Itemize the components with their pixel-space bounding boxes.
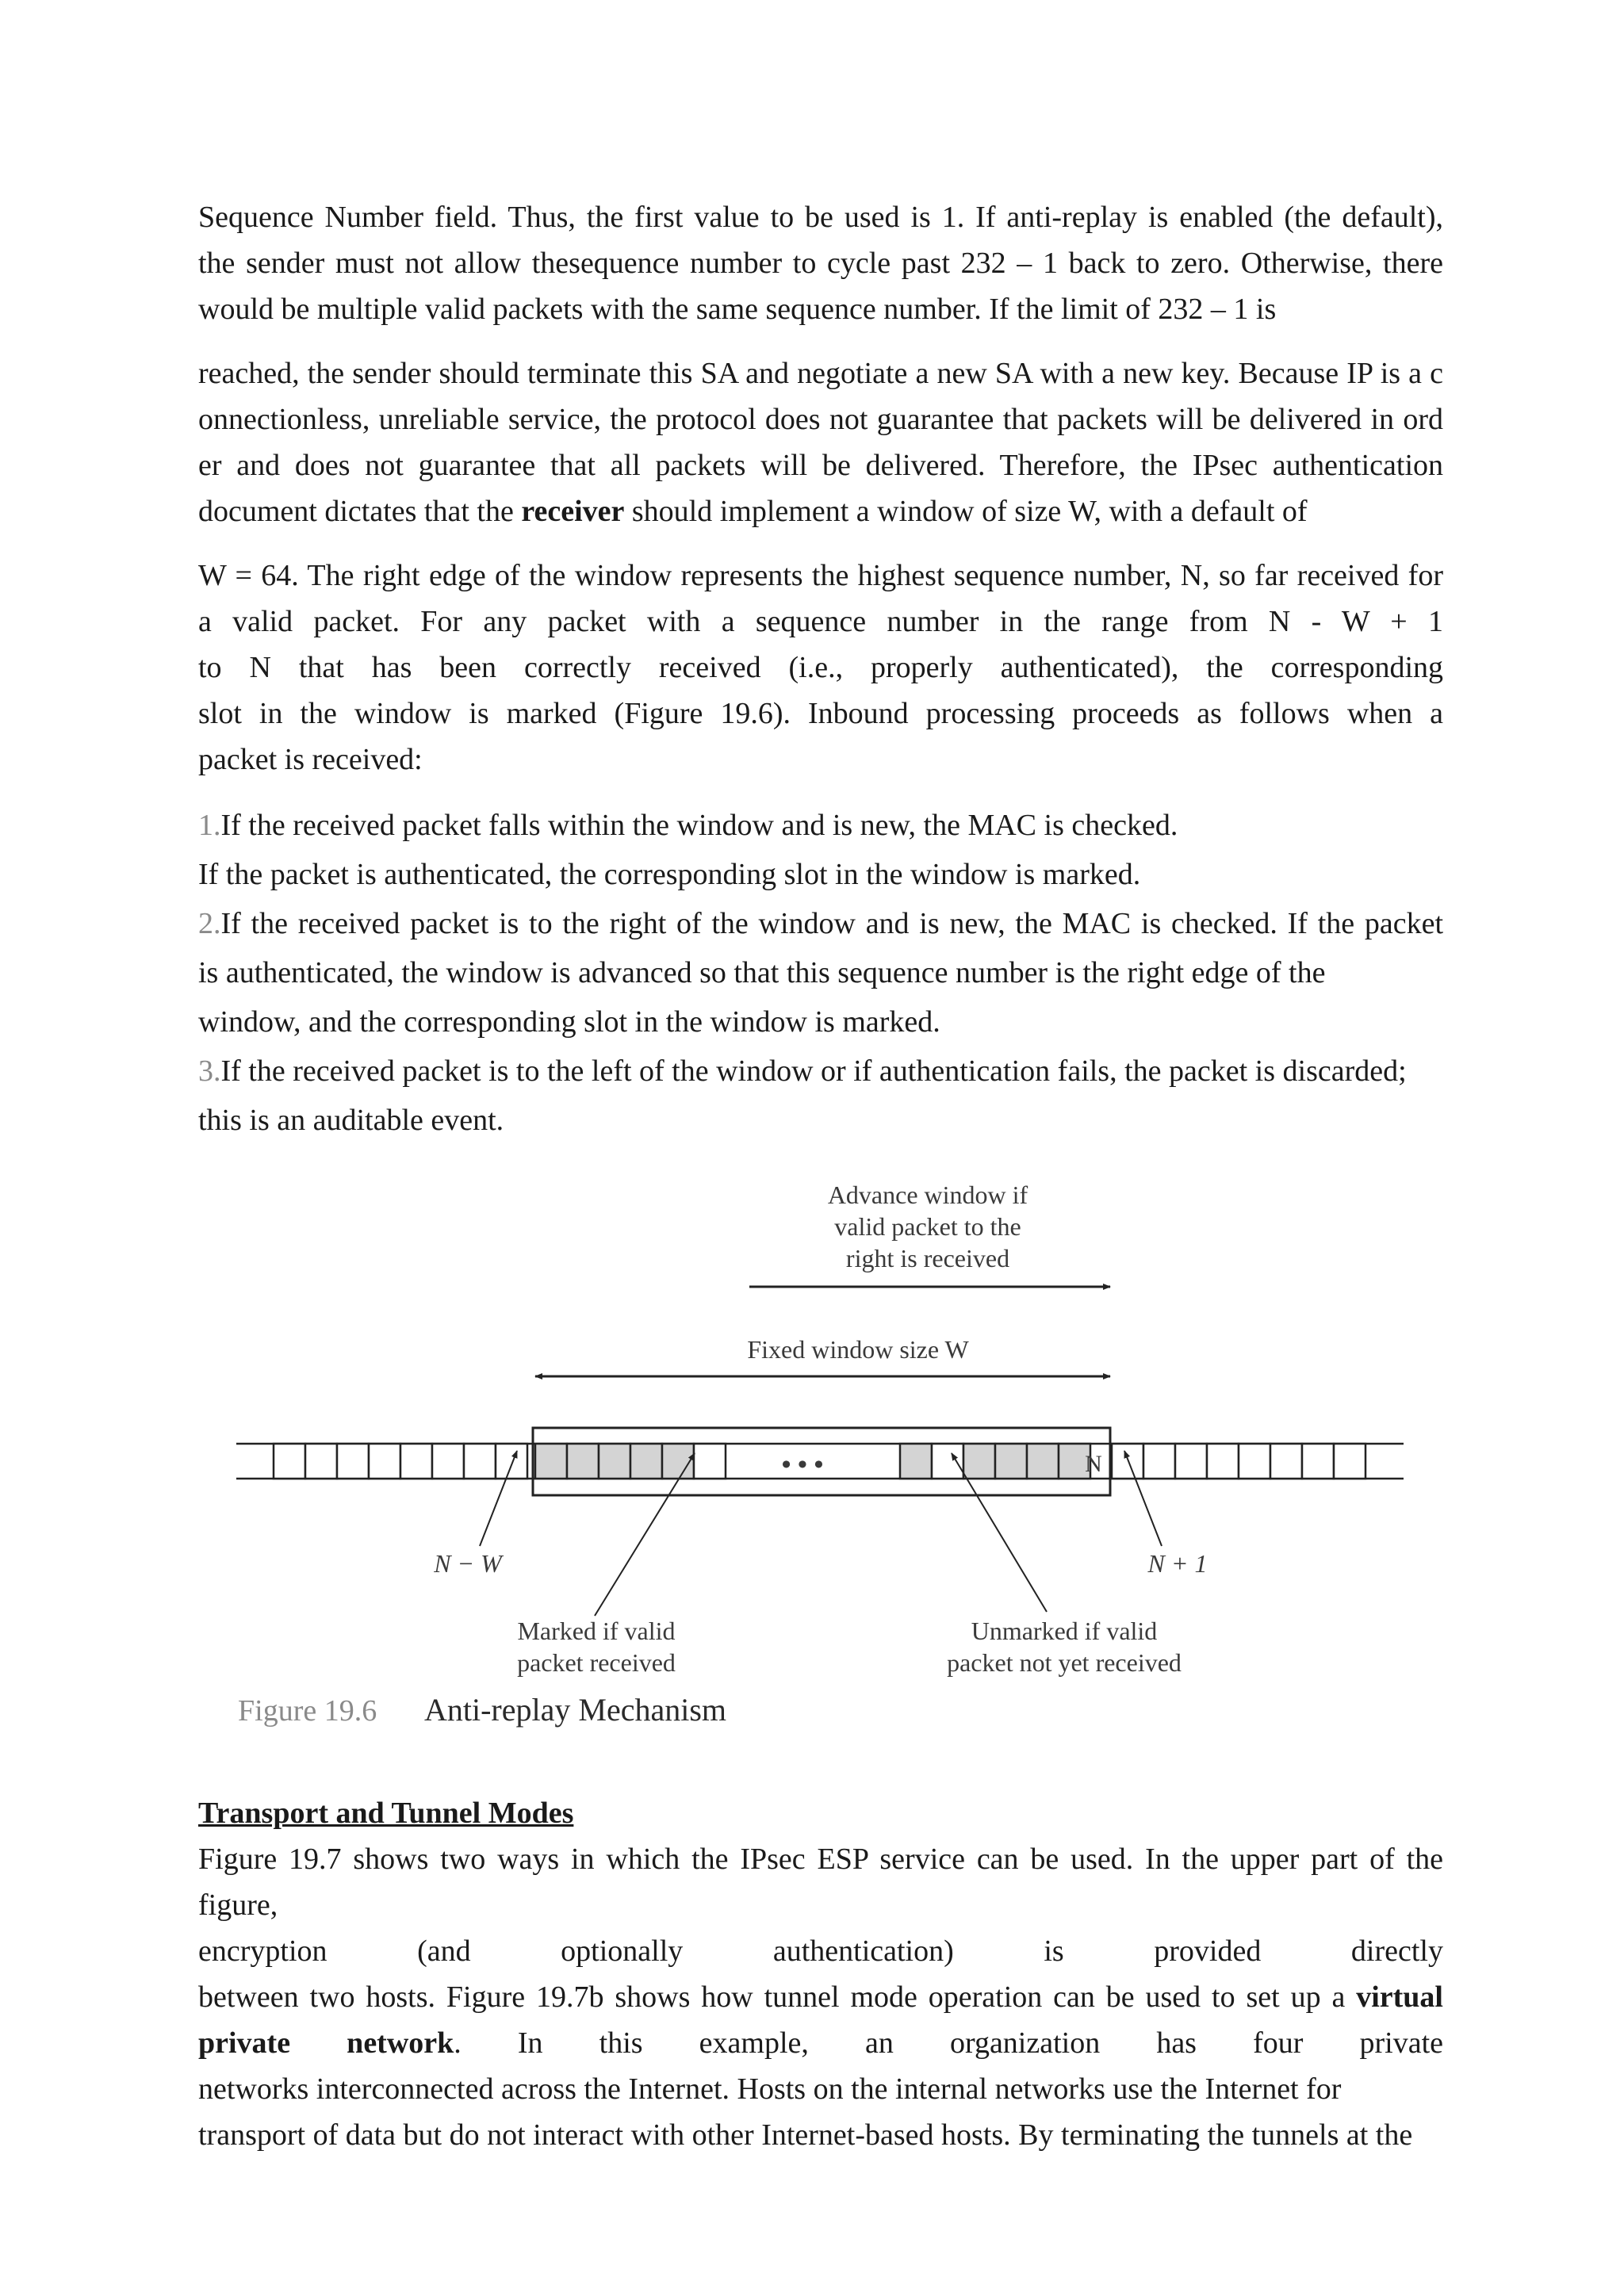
paragraph-sequence-number: [198, 194, 1443, 332]
text-line: onnectionless, unreliable service, the protocol does not guarantee that packets will be delivered in ord: [198, 403, 1443, 436]
text-segment: between two hosts. Figure 19.7b shows how tunnel mode operation can be used to set up a: [198, 1980, 1357, 2014]
marked-slot: [599, 1444, 630, 1479]
unmarked-slot: [1270, 1444, 1302, 1479]
unmarked-slot: [694, 1444, 726, 1479]
advance-label-line: Advance window if: [827, 1181, 1028, 1209]
step-number: 2.: [198, 907, 221, 940]
text-line: [198, 1974, 1443, 2020]
text-segment: . In this example, an organization has four private: [454, 2026, 1443, 2060]
text-line: Figure 19.7 shows two ways in which the IPsec ESP service can be used. In the upper part of the figure,: [198, 1843, 1443, 1922]
step-3-line: this is an auditable event.: [198, 1104, 504, 1137]
paragraph-receiver-window: [198, 350, 1443, 534]
paragraph-transport-tunnel: [198, 1836, 1443, 2158]
unmarked-slot: [1175, 1444, 1207, 1479]
unmarked-slot: [932, 1444, 963, 1479]
unmarked-slot: [1239, 1444, 1270, 1479]
unmarked-slot: [305, 1444, 337, 1479]
unmarked-slot: [400, 1444, 432, 1479]
marked-slot: [1027, 1444, 1059, 1479]
figure-anti-replay: [230, 1172, 1419, 1743]
text-line: packet is received:: [198, 743, 423, 776]
text-line: reached, the sender should terminate this SA and negotiate a new SA with a new key. Because IP is a c: [198, 357, 1443, 390]
text-segment: should implement a window of size W, with a default of: [624, 495, 1308, 528]
anti-replay-diagram: [230, 1172, 1419, 1743]
marked-slot: [567, 1444, 599, 1479]
advance-label-line: valid packet to the: [834, 1212, 1021, 1241]
unmarked-label-line: Unmarked if valid: [971, 1617, 1158, 1645]
step-2-line: window, and the corresponding slot in the window is marked.: [198, 1005, 940, 1039]
marked-label-line: Marked if valid: [517, 1617, 676, 1645]
n-minus-w-label: N − W: [434, 1549, 502, 1578]
step-1-line: If the packet is authenticated, the corresponding slot in the window is marked.: [198, 858, 1141, 891]
marked-label-line: packet received: [517, 1648, 676, 1677]
step-number: 1.: [198, 809, 221, 842]
text-line: er and does not guarantee that all packets will be delivered. Therefore, the IPsec authentication: [198, 449, 1443, 482]
marked-slot: [535, 1444, 567, 1479]
step-text: If the received packet is to the right of the window and is new, the MAC is checked. If the packet: [220, 907, 1443, 940]
unmarked-slot: [1302, 1444, 1334, 1479]
marked-slot: [900, 1444, 932, 1479]
advance-label-line: right is received: [845, 1244, 1010, 1272]
text-line: transport of data but do not interact with other Internet-based hosts. By terminating the tunnels at the: [198, 2118, 1413, 2152]
fixed-window-label: Fixed window size W: [747, 1335, 969, 1364]
unmarked-slot: [432, 1444, 464, 1479]
bold-term-private-network: private network: [198, 2026, 454, 2060]
text-segment: document dictates that the: [198, 495, 522, 528]
text-line: slot in the window is marked (Figure 19.6). Inbound processing proceeds as follows when a: [198, 697, 1443, 730]
text-line: networks interconnected across the Internet. Hosts on the internal networks use the Internet for: [198, 2072, 1342, 2106]
text-line: encryption (and optionally authentication) is provided directly: [198, 1934, 1443, 1968]
marked-slot: [963, 1444, 995, 1479]
text-line: [198, 488, 1443, 534]
bold-term-virtual: virtual: [1356, 1980, 1443, 2014]
figure-caption-title: Anti-replay Mechanism: [424, 1692, 726, 1728]
text-line: the sender must not allow thesequence number to cycle past 232 – 1 back to zero. Otherwise, there: [198, 247, 1443, 280]
text-line: W = 64. The right edge of the window represents the highest sequence number, N, so far received for: [198, 559, 1443, 592]
text-line: to N that has been correctly received (i.e., properly authenticated), the corresponding: [198, 651, 1443, 684]
step-2-line: is authenticated, the window is advanced so that this sequence number is the right edge of the: [198, 956, 1326, 989]
unmarked-slot: [1143, 1444, 1175, 1479]
section-heading: Transport and Tunnel Modes: [198, 1797, 574, 1830]
step-2-line: [198, 899, 1443, 948]
text-line: Sequence Number field. Thus, the first value to be used is 1. If anti-replay is enabled (the default),: [198, 201, 1443, 234]
paragraph-window-edge: [198, 553, 1443, 783]
marked-slot: [995, 1444, 1027, 1479]
n-cell-label: N: [1085, 1451, 1102, 1477]
n-plus-1-label: N + 1: [1147, 1549, 1208, 1578]
step-1-line: [198, 801, 1443, 850]
text-line: a valid packet. For any packet with a sequence number in the range from N - W + 1: [198, 605, 1443, 638]
unmarked-slot: [1112, 1444, 1143, 1479]
unmarked-label-line: packet not yet received: [947, 1648, 1182, 1677]
inbound-processing-steps: [198, 801, 1443, 1145]
unmarked-slot: [496, 1444, 527, 1479]
step-text: If the received packet is to the left of the window or if authentication fails, the packet is discarded;: [220, 1054, 1407, 1088]
unmarked-slot: [1334, 1444, 1365, 1479]
figure-caption-number: Figure 19.6: [238, 1694, 377, 1728]
text-line: [198, 2020, 1443, 2066]
marked-slot: [630, 1444, 662, 1479]
unmarked-slot: [274, 1444, 305, 1479]
unmarked-slot: [337, 1444, 369, 1479]
ellipsis-dots: • • •: [781, 1450, 824, 1479]
bold-term-receiver: receiver: [521, 495, 625, 528]
step-3-line: [198, 1047, 1443, 1096]
unmarked-slot: [464, 1444, 496, 1479]
text-line: would be multiple valid packets with the same sequence number. If the limit of 232 – 1 is: [198, 293, 1277, 326]
step-text: If the received packet falls within the window and is new, the MAC is checked.: [220, 809, 1178, 842]
step-number: 3.: [198, 1054, 221, 1088]
unmarked-slot: [369, 1444, 400, 1479]
unmarked-slot: [1207, 1444, 1239, 1479]
